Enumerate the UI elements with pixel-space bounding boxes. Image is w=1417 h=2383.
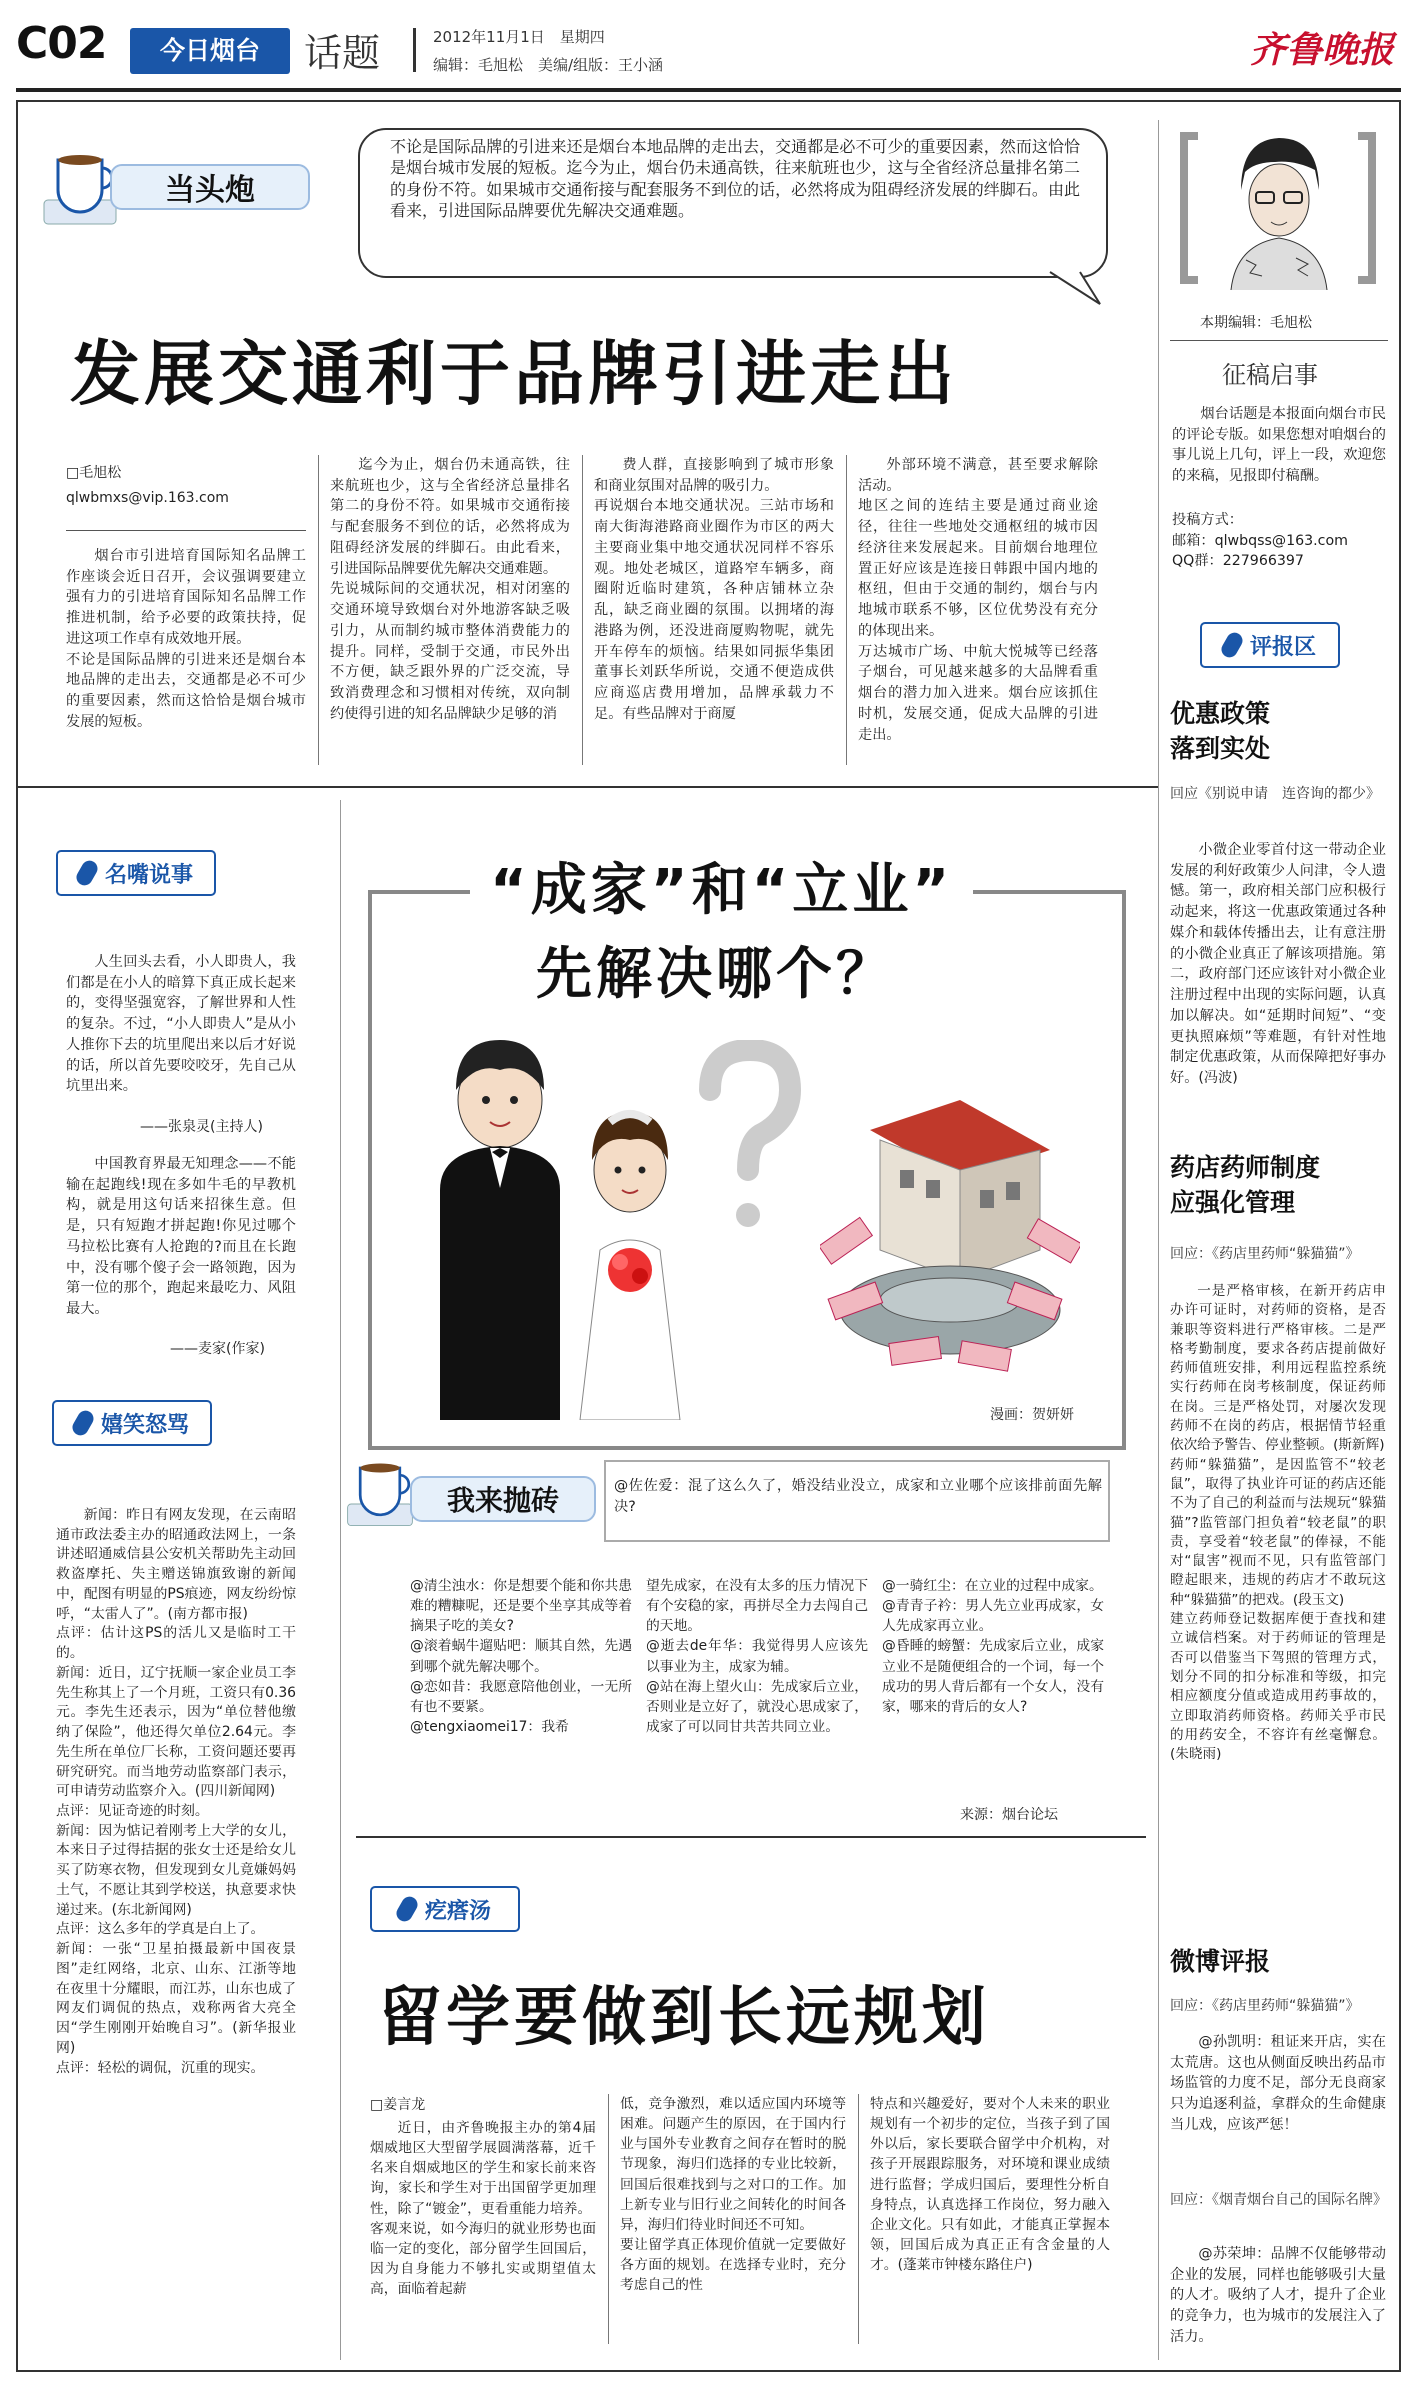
author-email: qlwbmxs@vip.163.com	[66, 490, 229, 506]
geda-author: □姜言龙	[370, 2097, 426, 2113]
microphone-icon	[1219, 630, 1246, 661]
geda-headline: 留学要做到长远规划	[378, 1981, 990, 2055]
editor-credits: 编辑：毛旭松 美编/组版：王小涵	[433, 56, 664, 74]
page-number: C02	[16, 18, 107, 69]
issue-date: 2012年11月1日 星期四	[433, 28, 605, 46]
col-divider	[318, 455, 319, 765]
mingzui-quote-2: 中国教育界最无知理念——不能输在起跑线!现在多如牛毛的早教机构，就是用这句话来招徕生意。但是，只有短跑才拼起跑!你见过哪个马拉松比赛有人抢跑的?而且在长跑中，没有哪个傻子会一路领跑，因为第一位的那个，跑起来最吃力、风阻最大。	[66, 1156, 296, 1318]
lead-text: 不论是国际品牌的引进来还是烟台本地品牌的走出去，交通都是必不可少的重要因素，然而这恰恰是烟台城市发展的短板。迄今为止，烟台仍未通高铁，往来航班也少，这与全省经济总量排名第二的身份不符。如果城市交通衔接与配套服务不到位的话，必然将成为阻碍经济发展的绊脚石。由此看来，引进国际品牌要优先解决交通难题。	[390, 137, 1080, 221]
author-byline: □毛旭松	[66, 465, 122, 481]
weibo-response-2: 回应：《烟青烟台自己的国际名牌》	[1170, 2192, 1387, 2208]
xixiao-tag-label: 嬉笑怒骂	[100, 1412, 189, 1438]
dangtoupao-tag	[110, 164, 310, 210]
weibo-headline: 微博评报	[1170, 1947, 1271, 1976]
xixiao-body: 新闻：昨日有网友发现，在云南昭通市政法委主办的昭通政法网上，一条讲述昭通威信县公安机关帮助先主动回救盗摩托、失主赠送锦旗致谢的新闻中，配图有明显的PS痕迹，网友纷纷惊呼，“太雷人了”。(南方都市报) 点评：估计这PS的活儿又是临时工干的。 新闻：近日，辽宁抚顺一家企业员工李先生称其上了一个月班，工资只有0.36元。李先生还表示，因为“单位替他缴纳了保险”，他还得欠单位2.64元。李先生所在单位厂长称，工资问题还要再研究研究。而当地劳动监察部门表示，可申请劳动监察介入。(四川新闻网) 点评：见证奇迹的时刻。 新闻：因为惦记着刚考上大学的女儿，本来日子过得拮据的张女士还是给女儿买了防寒衣物，但发现到女儿竟嫌妈妈土气，不愿让其到学校送，执意要求快递过来。(东北新闻网) 点评：这么多年的学真是白上了。 新闻：一张“卫星拍摄最新中国夜景图”走红网络，北京、山东、江浙等地在夜里十分耀眼，而江苏，山东也成了网友们调侃的热点，戏称两省大亮全因“学生刚刚开始晚自习”。(新华报业网) 点评：轻松的调侃，沉重的现实。	[56, 1507, 296, 2076]
main-headline: 发展交通利于品牌引进走出	[70, 333, 958, 415]
paozhuan-col-1: @清尘浊水：你是想要个能和你共患难的糟糠呢，还是要个坐享其成等着摘果子吃的美女? @滚着蜗牛遛贴吧：顺其自然，先遇到哪个就先解决哪个。 @恋如昔：我愿意陪他创业，一无所有也不要紧。 @tengxiaomei17：我希	[410, 1578, 632, 1735]
geda-col-2: 低，竞争激烈，难以适应国内环境等困难。问题产生的原因，在于国内行业与国外专业教育之间存在暂时的脱节现象，海归们选择的专业比较新，回国后很难找到与之对口的工作。加上新专业与旧行业之间转化的时间各异，海归们待业时间还不可知。 要让留学真正体现价值就一定要做好各方面的规划。在选择专业时，充分考虑自己的性	[620, 2096, 846, 2294]
newspaper-logo: 齐鲁晚报	[1250, 29, 1395, 71]
cup-icon	[340, 1450, 420, 1540]
sidebar-divider	[1158, 120, 1159, 2360]
left-col-divider	[340, 800, 341, 2360]
illustration-credit: 漫画：贺妍妍	[990, 1407, 1074, 1423]
groom-and-bride-illustration	[420, 1040, 720, 1420]
feature-title-line1: “成家”和“立业”	[470, 846, 973, 926]
paozhuan-tag-label: 我来抛砖	[446, 1484, 559, 1517]
editor-portrait-icon	[1216, 130, 1342, 290]
col-divider	[608, 2094, 609, 2344]
pingbao-body-1: 小微企业零首付这一带动企业发展的利好政策少人问津，令人遗憾。第一，政府相关部门应积极行动起来，将这一优惠政策通过各种媒介和载体传播出去，让有意注册的小微企业真正了解该项措施。第二，政府部门还应该针对小微企业注册过程中出现的实际问题，认真加以解决。如“延期时间短”、“变更执照麻烦”等难题，有针对性地制定优惠政策，从而保障把好事办好。(冯波)	[1170, 842, 1386, 1087]
section-rule	[356, 1836, 1146, 1838]
xixiao-tag	[52, 1400, 212, 1446]
col-divider	[858, 2094, 859, 2344]
profile-editor: 本期编辑：毛旭松	[1200, 315, 1312, 331]
paozhuan-col-3: @一骑红尘：在立业的过程中成家。 @青青子衿：男人先立业再成家，女人先成家再立业。 @昏睡的螃蟹：先成家后立业，成家立业不是随便组合的一个词，每一个成功的男人背后都有一个女人，没有家，哪来的背后的女人?	[882, 1578, 1104, 1715]
microphone-icon	[74, 858, 101, 889]
article-col-4: 外部环境不满意，甚至要求解除活动。 地区之间的连结主要是通过商业途径，往往一些地处交通枢纽的城市因经济往来发展起来。目前烟台地理位置正好应该是连接日韩跟中国内地的枢纽，但由于交通的制约，烟台与内地城市联系不够，区位优势没有充分的体现出来。 万达城市广场、中航大悦城等已经落子烟台，可见越来越多的大品牌看重烟台的潜力加入进来。烟台应该抓住时机，发展交通，促成大品牌的引进走出。	[858, 457, 1098, 743]
paozhuan-source: 来源：烟台论坛	[960, 1807, 1058, 1823]
paozhuan-col-2: 望先成家，在没有太多的压力情况下有个安稳的家，再拼尽全力去闯自己的天地。 @逝去de年华：我觉得男人应该先以事业为主，成家为辅。 @站在海上望火山：先成家后立业，否则业是立好了，就没心思成家了，成家了可以同甘共苦共同立业。	[646, 1578, 868, 1735]
col-divider	[846, 455, 847, 765]
dangtoupao-tag-label: 当头炮	[165, 173, 255, 208]
pingbao-response-1: 回应《别说申请 连咨询的都少》	[1170, 786, 1380, 802]
byline-rule	[66, 530, 306, 531]
zhenggao-title: 征稿启事	[1222, 361, 1318, 389]
mingzui-source-1: ——张泉灵(主持人)	[140, 1119, 263, 1135]
pingbao-headline-2: 药店药师制度 应强化管理	[1170, 1153, 1321, 1217]
zhenggao-contact: 投稿方式： 邮箱：qlwbqss@163.com QQ群：227966397	[1172, 512, 1348, 570]
pingbao-response-2: 回应：《药店里药师“躲猫猫”》	[1170, 1246, 1360, 1262]
header-divider	[413, 28, 416, 72]
geda-col-3: 特点和兴趣爱好，要对个人未来的职业规划有一个初步的定位，当孩子到了国外以后，家长要联合留学中介机构，对孩子开展跟踪服务，对环境和课业成绩进行监督；学成归国后，要理性分析自身特点，认真选择工作岗位，努力融入企业文化。只有如此，才能真正掌握本领，回国后成为真正正有含金量的人才。(蓬莱市钟楼东路住户)	[870, 2096, 1110, 2274]
geda-tag-label: 疙瘩汤	[424, 1898, 491, 1924]
section-rule	[16, 786, 1158, 788]
microphone-icon	[394, 1894, 421, 1925]
article-col-3: 费人群，直接影响到了城市形象和商业氛围对品牌的吸引力。 再说烟台本地交通状况。三站市场和南大街海港路商业圈作为市区的两大主要商业集中地交通状况同样不容乐观。地处老城区，道路窄车辆多，商圈附近临时建筑，各种店铺林立杂乱，缺乏商业圈的氛围。以拥堵的海港路为例，还没进商厦购物呢，就先开车停车的烦恼。结果如同振华集团董事长刘跃华所说，交通不便造成供应商巡店费用增加，品牌承载力不足。有些品牌对于商厦	[594, 457, 834, 722]
article-col-1: 烟台市引进培育国际知名品牌工作座谈会近日召开，会议强调要建立强有力的引进培育国际知名品牌工作推进机制，给予必要的政策扶持，促进这项工作卓有成效地开展。 不论是国际品牌的引进来还是烟台本地品牌的走出去，交通都是必不可少的重要因素，然而这恰恰是烟台城市发展的短板。	[66, 548, 306, 730]
geda-col-1: 近日，由齐鲁晚报主办的第4届烟威地区大型留学展圆满落幕，近千名来自烟威地区的学生和家长前来咨询，家长和学生对于出国留学更加理性，除了“镀金”，更看重能力培养。 客观来说，如今海归的就业形势也面临一定的变化，部分留学生回国后，因为自身能力不够扎实或期望值太高，面临着起薪	[370, 2120, 596, 2298]
pingbao-tag	[1200, 622, 1340, 668]
mingzui-tag-label: 名嘴说事	[104, 862, 193, 888]
paozhuan-question: @佐佐爱：混了这么久了，婚没结业没立，成家和立业哪个应该排前面先解决?	[614, 1478, 1102, 1515]
microphone-icon	[70, 1408, 97, 1439]
paozhuan-tag	[410, 1476, 596, 1522]
house-and-money-illustration	[820, 1090, 1080, 1390]
mingzui-tag	[56, 850, 216, 896]
weibo-response-1: 回应：《药店里药师“躲猫猫”》	[1170, 1998, 1360, 2014]
sidebar-rule	[1170, 340, 1388, 341]
pingbao-tag-label: 评报区	[1249, 634, 1316, 660]
article-col-2: 迄今为止，烟台仍未通高铁，往来航班也少，这与全省经济总量排名第二的身份不符。如果城市交通衔接与配套服务不到位的话，必然将成为阻碍经济发展的绊脚石。由此看来，引进国际品牌要优先解决交通难题。 先说城际间的交通状况，相对闭塞的交通环境导致烟台对外地游客缺乏吸引力，从而制约城市整体消费能力的提升。同样，受制于交通，市民外出不方便，缺乏跟外界的广泛交流，导致消费理念和习惯相对传统，双向制约使得引进的知名品牌缺少足够的消	[330, 457, 570, 722]
pingbao-body-2: 一是严格审核，在新开药店申办许可证时，对药师的资格，是否兼职等资料进行严格审核。二是严格考勤制度，要求各药店提前做好药师值班安排，利用远程监控系统实行药师在岗考核制度，保证药师在岗。三是严格处罚，对屡次发现药师不在岗的药店，根据情节轻重依次给予警告、停业整顿。(斯新辉) 药师“躲猫猫”，是因监管不“较老鼠”，取得了执业许可证的药店还能不为了自己的利益而与法规玩“躲猫猫”?监管部门担负着“较老鼠”的职责，享受着“较老鼠”的俸禄，不能对“鼠害”视而不见，只有监管部门瞪起眼来，违规的药店才不敢玩这种“躲猫猫”的把戏。(段玉文) 建立药师登记数据库便于查找和建立诚信档案。对于药师证的管理是否可以借鉴当下驾照的管理方式，划分不同的扣分标准和等级，扣完相应额度分值或造成用药事故的，立即取消药师资格。药师关乎市民的用药安全，不容许有丝毫懈怠。(朱晓雨)	[1170, 1283, 1386, 1763]
feature-title-line2: 先解决哪个？	[536, 942, 896, 1007]
mingzui-quote-1: 人生回头去看，小人即贵人，我们都是在小人的暗算下真正成长起来的，变得坚强宽容，了解世界和人性的复杂。不过，“小人即贵人”是从小人推你下去的坑里爬出来以后才好说的话，所以首先要咬咬牙，先自己从坑里出来。	[66, 954, 296, 1095]
header-rule	[16, 88, 1401, 92]
cup-icon	[40, 140, 120, 240]
col-divider	[582, 455, 583, 765]
zhenggao-body: 烟台话题是本报面向烟台市民的评论专版。如果您想对咱烟台的事儿说上几句，评上一段，欢迎您的来稿，见报即付稿酬。	[1172, 406, 1386, 485]
geda-tag	[370, 1886, 520, 1932]
page-topic: 话题	[304, 31, 381, 75]
weibo-body-2: @苏荣坤：品牌不仅能够带动企业的发展，同样也能够吸引大量的人才。吸纳了人才，提升了企业的竞争力，也为城市的发展注入了活力。	[1170, 2246, 1386, 2345]
section-badge: 今日烟台	[130, 28, 290, 74]
mingzui-source-2: ——麦家(作家)	[170, 1341, 265, 1357]
bubble-tail-icon	[1040, 270, 1110, 310]
pingbao-headline-1: 优惠政策 落到实处	[1170, 699, 1271, 763]
weibo-body-1: @孙凯明：租证来开店，实在太荒唐。这也从侧面反映出药品市场监管的力度不足，部分无良商家只为追逐利益，拿群众的生命健康当儿戏，应该严惩！	[1170, 2034, 1386, 2133]
